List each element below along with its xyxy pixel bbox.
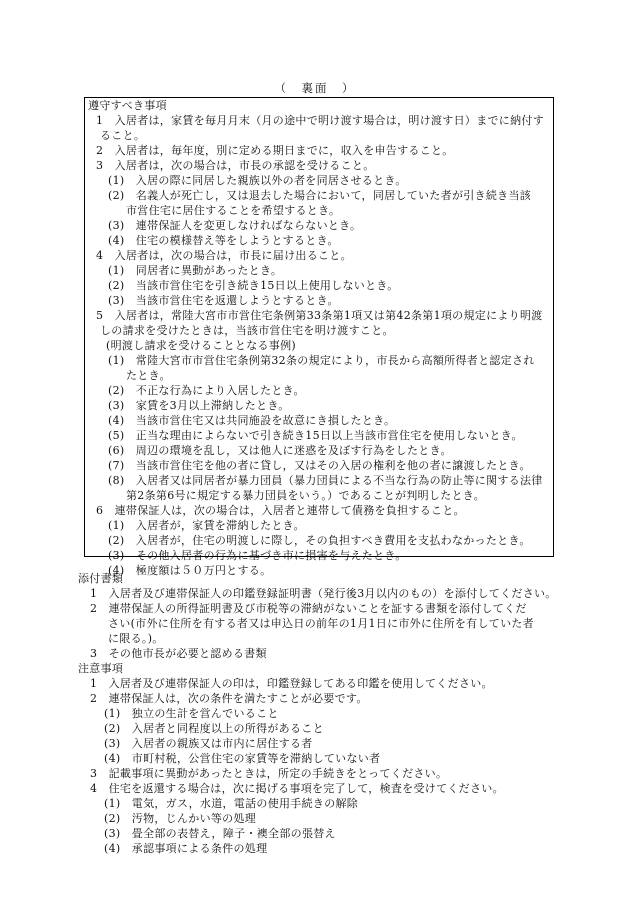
rule-line: ること。: [100, 129, 146, 142]
rule-line: (1) 入居の際に同居した親族以外の者を同居させるとき。: [108, 174, 407, 187]
rule-line: (明渡し請求を受けることとなる事例): [106, 339, 296, 352]
attachment-line: 3 その他市長が必要と認める書類: [90, 647, 267, 660]
note-line: 3 記載事項に異動があったときは，所定の手続きをとってください。: [90, 767, 448, 780]
note-line: 2 連帯保証人は，次の条件を満たすことが必要です。: [90, 692, 368, 705]
rule-line: (3) その他入居者の行為に基づき市に損害を与えたとき。: [108, 549, 407, 562]
rule-line: 5 入居者は，常陸大宮市市営住宅条例第33条第1項又は第42条第1項の規定により明渡: [96, 309, 543, 322]
note-line: 4 住宅を返還する場合は，次に掲げる事項を完了して，検査を受けてください。: [90, 782, 504, 795]
rule-line: (2) 名義人が死亡し，又は退去した場合において，同居していた者が引き続き当該: [108, 189, 532, 202]
rule-line: 第2条第6号に規定する暴力団員をいう。）であることが判明したとき。: [126, 489, 485, 502]
attachment-line: 2 連帯保証人の所得証明書及び市税等の滞納がないことを証する書類を添付してくだ: [90, 602, 527, 615]
attachments-heading: 添付書類: [78, 572, 124, 585]
rule-line: (4) 当該市営住宅又は共同施設を故意にき損したとき。: [108, 414, 396, 427]
attachment-line: 1 入居者及び連帯保証人の印鑑登録証明書（発行後3月以内のもの）を添付してください。: [90, 587, 557, 600]
rule-line: たとき。: [126, 369, 171, 382]
note-line: (4) 承認事項による条件の処理: [104, 842, 268, 855]
note-line: (2) 汚物，じんかい等の処理: [104, 812, 257, 825]
rule-line: しの請求を受けたときは，当該市営住宅を明け渡すこと。: [100, 324, 394, 337]
attachment-line: に限る。)。: [108, 632, 164, 645]
rule-line: (3) 当該市営住宅を返還しようとするとき。: [108, 294, 339, 307]
rules-heading: 遵守すべき事項: [88, 99, 167, 112]
note-line: (3) 入居者の親族又は市内に居住する者: [104, 737, 313, 750]
rule-line: (1) 常陸大宮市市営住宅条例第32条の規定により，市長から高額所得者と認定され: [108, 354, 535, 367]
rule-line: (7) 当該市営住宅を他の者に貸し，又はその入居の権利を他の者に譲渡したとき。: [108, 459, 531, 472]
rule-line: 1 入居者は，家賃を毎月月末（月の途中で明け渡す場合は，明け渡す日）までに納付す: [96, 114, 544, 127]
rule-line: 3 入居者は，次の場合は，市長の承認を受けること。: [96, 159, 375, 172]
page-title: （ 裏面 ）: [274, 81, 356, 95]
rule-line: (4) 極度額は５０万円とする。: [108, 564, 272, 577]
rule-line: 市営住宅に居住することを希望するとき。: [126, 204, 341, 217]
rule-line: (3) 家賃を3月以上滞納したとき。: [108, 399, 290, 412]
rule-line: (2) 不正な行為により入居したとき。: [108, 384, 305, 397]
attachment-line: さい(市外に住所を有する者又は申込日の前年の1月1日に市外に住所を有していた者: [108, 617, 534, 630]
rule-line: (1) 入居者が，家賃を滞納したとき。: [108, 519, 305, 532]
note-line: (3) 畳全部の表替え，障子・襖全部の張替え: [104, 827, 336, 840]
rule-line: (2) 当該市営住宅を引き続き15日以上使用しないとき。: [108, 279, 399, 292]
note-line: (4) 市町村税，公営住宅の家賃等を滞納していない者: [104, 752, 381, 765]
note-line: 1 入居者及び連帯保証人の印は，印鑑登録してある印鑑を使用してください。: [90, 677, 493, 690]
rule-line: (8) 入居者又は同居者が暴力団員（暴力団員による不当な行為の防止等に関する法律: [108, 474, 543, 487]
rule-line: 2 入居者は，毎年度，別に定める期日までに，収入を申告すること。: [96, 144, 454, 157]
rule-line: (1) 同居者に異動があったとき。: [108, 264, 283, 277]
note-line: (1) 電気，ガス，水道，電話の使用手続きの解除: [104, 797, 359, 810]
rule-line: (5) 正当な理由によらないで引き続き15日以上当該市営住宅を使用しないとき。: [108, 429, 523, 442]
note-line: (1) 独立の生計を営んでいること: [104, 707, 279, 720]
notes-heading: 注意事項: [78, 662, 124, 675]
rule-line: 6 連帯保証人は，次の場合は，入居者と連帯して債務を負担すること。: [96, 504, 465, 517]
rule-line: (6) 周辺の環境を乱し，又は他人に迷惑を及ぼす行為をしたとき。: [108, 444, 452, 457]
note-line: (2) 入居者と同程度以上の所得があること: [104, 722, 324, 735]
rule-line: (4) 住宅の模様替え等をしようとするとき。: [108, 234, 339, 247]
rule-line: (3) 連帯保証人を変更しなければならないとき。: [108, 219, 362, 232]
rule-line: 4 入居者は，次の場合は，市長に届け出ること。: [96, 249, 352, 262]
rule-line: (2) 入居者が，住宅の明渡しに際し，その負担すべき費用を支払わなかったとき。: [108, 534, 531, 547]
